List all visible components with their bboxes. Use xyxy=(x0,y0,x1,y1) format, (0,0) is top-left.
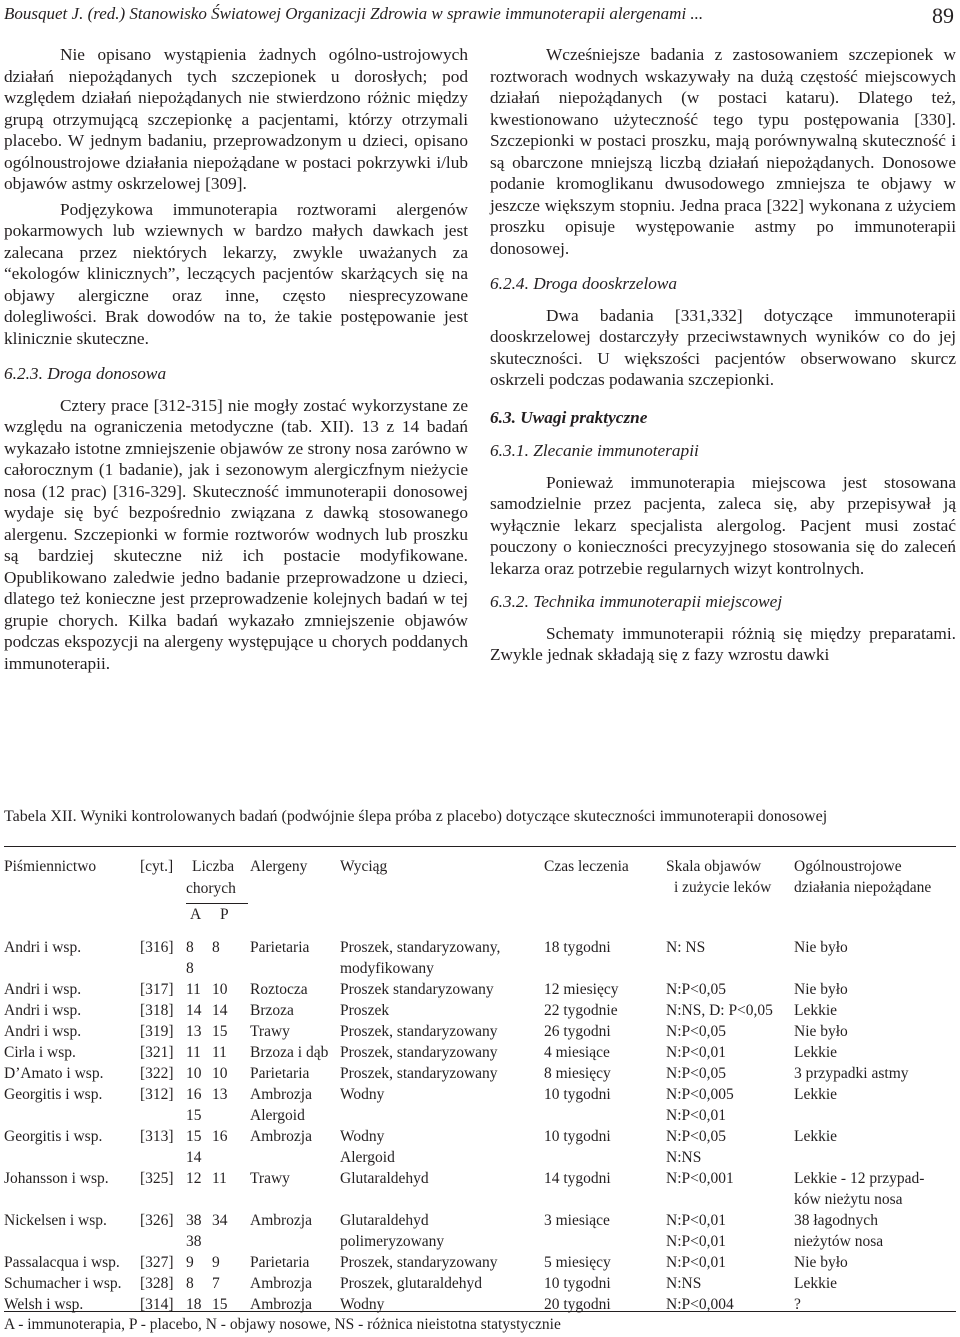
table-cell-extract: Wodny Alergoid xyxy=(340,1128,395,1166)
table-cell-time: 14 tygodni xyxy=(544,1170,611,1187)
table-cell-scale: N:P<0,001 xyxy=(666,1170,734,1187)
table-caption: Tabela XII. Wyniki kontrolowanych badań (podwójnie ślepa próba z placebo) dotyczące skuteczności immunoterapii donosowej xyxy=(4,808,828,825)
table-row xyxy=(4,1042,956,1063)
table-row xyxy=(4,1021,956,1042)
table-row xyxy=(4,979,956,1000)
table-cell-side: Lekkie xyxy=(794,1044,838,1061)
table-footnote: A - immunoterapia, P - placebo, N - objawy nosowe, NS - różnica nieistotna statystycznie xyxy=(4,1316,561,1333)
header-side-effects xyxy=(794,856,956,925)
table-cell-time: 10 tygodni xyxy=(544,1128,611,1145)
section-heading-6-3-1: 6.3.1. Zlecanie immunoterapii xyxy=(490,441,699,460)
table-cell-p: 8 xyxy=(212,939,220,956)
table-cell-time: 10 tygodni xyxy=(544,1275,611,1292)
header-scale-line2: i zużycie leków xyxy=(674,879,772,896)
left-paragraph-1: Nie opisano wystąpienia żadnych ogólno-ustrojowych działań niepożądanych tych szczepionek u dorosłych; pod względem działań niepożądanych nie stwierdzono różnic między grupą otrzymującą szczepionkę a pacjentami, którzy otrzymali placebo. W jednym badaniu, przeprowadzonym u dzieci, opisano ogólnoustrojowe działania niepożądane w postaci pokrzywki i/lub objawów astmy oskrzelowej [309]. xyxy=(4,45,468,193)
header-a: A xyxy=(190,906,202,923)
table-cell-author: Georgitis i wsp. xyxy=(4,1086,103,1103)
table-cell-author: Andri i wsp. xyxy=(4,1002,82,1019)
table-cell-scale: N:P<0,01 xyxy=(666,1254,726,1271)
table-row xyxy=(4,937,956,979)
right-paragraph-3: Ponieważ immunoterapia miejscowa jest stosowana samodzielnie przez pacjenta, zaleca się, aby przepisywał ją wyłącznie lekarz specjalista alergolog. Pacjent musi zostać pouczony o konieczności precyzyjnego stosowania się do zaleceń lekarza oraz potrzebie regularnych wizyt kontrolnych. xyxy=(490,472,956,578)
table-cell-allergen: Ambrozja xyxy=(250,1275,312,1292)
table-cell-a: 11 xyxy=(186,981,201,998)
table-cell-p: 15 xyxy=(212,1023,228,1040)
header-extract: Wyciąg xyxy=(340,858,388,875)
table-cell-side: Lekkie - 12 przypad- ków nieżytu nosa xyxy=(794,1170,925,1208)
header-allergens: Alergeny xyxy=(250,858,308,875)
table-cell-author: Welsh i wsp. xyxy=(4,1296,84,1313)
table-cell-extract: Glutaraldehyd polimeryzowany xyxy=(340,1212,445,1250)
table-row xyxy=(4,1126,956,1168)
table-cell-time: 4 miesiące xyxy=(544,1044,610,1061)
table-cell-cyt: [322] xyxy=(140,1065,174,1082)
table-body xyxy=(4,937,956,1315)
table-cell-p: 11 xyxy=(212,1044,227,1061)
table-cell-a: 8 xyxy=(186,1275,194,1292)
table-cell-a: 8 8 xyxy=(186,939,194,977)
table-cell-scale: N:P<0,01 xyxy=(666,1044,726,1061)
table-cell-time: 10 tygodni xyxy=(544,1086,611,1103)
table-cell-extract: Proszek, standaryzowany xyxy=(340,1044,498,1061)
table-cell-side: ? xyxy=(794,1296,801,1313)
header-side-line1: Ogólnoustrojowe xyxy=(794,858,902,875)
table-cell-cyt: [327] xyxy=(140,1254,174,1271)
table-cell-side: Lekkie xyxy=(794,1002,838,1019)
table-cell-extract: Proszek xyxy=(340,1002,390,1019)
table-cell-allergen: Trawy xyxy=(250,1170,290,1187)
table-cell-allergen: Ambrozja xyxy=(250,1212,312,1229)
table-cell-scale: N:P<0,004 xyxy=(666,1296,734,1313)
header-literature: Piśmiennictwo xyxy=(4,858,97,875)
table-cell-scale: N:P<0,05 xyxy=(666,1065,726,1082)
table-cell-cyt: [313] xyxy=(140,1128,174,1145)
table-row xyxy=(4,1168,956,1210)
table-cell-a: 12 xyxy=(186,1170,202,1187)
table-cell-allergen: Roztocza xyxy=(250,981,308,998)
table-cell-cyt: [318] xyxy=(140,1002,174,1019)
table-cell-allergen: Brzoza xyxy=(250,1002,294,1019)
table-header-row xyxy=(4,856,956,925)
section-heading-6-2-3: 6.2.3. Droga donosowa xyxy=(4,364,167,383)
table-cell-time: 8 miesięcy xyxy=(544,1065,611,1082)
table-cell-extract: Proszek, standaryzowany xyxy=(340,1023,498,1040)
table-cell-scale: N:P<0,05 xyxy=(666,1023,726,1040)
table-cell-allergen: Ambrozja Alergoid xyxy=(250,1086,312,1124)
table-cell-side: Nie było xyxy=(794,1023,848,1040)
table-cell-extract: Proszek, standaryzowany xyxy=(340,1065,498,1082)
table-cell-extract: Proszek standaryzowany xyxy=(340,981,494,998)
table-cell-allergen: Trawy xyxy=(250,1023,290,1040)
table-row xyxy=(4,1273,956,1294)
table-cell-time: 12 miesięcy xyxy=(544,981,619,998)
table-cell-author: Cirla i wsp. xyxy=(4,1044,76,1061)
table-cell-extract: Proszek, standaryzowany xyxy=(340,1254,498,1271)
table-cell-time: 26 tygodni xyxy=(544,1023,611,1040)
table-cell-a: 9 xyxy=(186,1254,194,1271)
running-header xyxy=(4,4,956,28)
table-row xyxy=(4,1210,956,1252)
table-cell-scale: N:P<0,05 N:NS xyxy=(666,1128,726,1166)
table-row xyxy=(4,1252,956,1273)
results-table xyxy=(4,856,956,1315)
table-cell-author: Nickelsen i wsp. xyxy=(4,1212,107,1229)
right-paragraph-2: Dwa badania [331,332] dotyczące immunoterapii dooskrzelowej dostarczyły przeciwstawnych wyników co do jej skuteczności. U większości pacjentów obserwowano skurcz oskrzeli podczas podawania szczepionki. xyxy=(490,305,956,389)
table-cell-allergen: Ambrozja xyxy=(250,1296,312,1313)
table-row xyxy=(4,1084,956,1126)
section-heading-6-3-2: 6.3.2. Technika immunoterapii miejscowej xyxy=(490,592,783,611)
header-duration: Czas leczenia xyxy=(544,858,629,875)
table-cell-time: 3 miesiące xyxy=(544,1212,610,1229)
header-scale xyxy=(666,856,794,925)
table-cell-allergen: Parietaria xyxy=(250,1065,310,1082)
table-cell-scale: N: NS xyxy=(666,939,706,956)
table-cell-cyt: [321] xyxy=(140,1044,174,1061)
left-paragraph-2: Podjęzykowa immunoterapia roztworami alergenów pokarmowych lub wziewnych w bardzo małych dawkach jest zalecana przez niektórych lekarzy, zwykle uważanych za “ekologów klinicznych”, leczących pacjentów skarżących się na objawy alergiczne oraz inne, często niesprecyzowane dolegliwości. Brak dowodów na to, że takie postępowanie jest klinicznie skuteczne. xyxy=(4,199,468,348)
table-cell-a: 38 38 xyxy=(186,1212,202,1250)
table-cell-a: 10 xyxy=(186,1065,202,1082)
table-row xyxy=(4,1063,956,1084)
right-paragraph-4: Schematy immunoterapii różnią się między preparatami. Zwykle jednak składają się z fazy wzrostu dawki xyxy=(490,623,956,664)
table-cell-p: 11 xyxy=(212,1170,227,1187)
table-cell-extract: Proszek, standaryzowany, modyfikowany xyxy=(340,939,501,977)
table-cell-side: Nie było xyxy=(794,1254,848,1271)
table-cell-extract: Wodny xyxy=(340,1086,385,1103)
table-cell-cyt: [314] xyxy=(140,1296,174,1313)
table-cell-a: 15 14 xyxy=(186,1128,202,1166)
table-cell-author: Andri i wsp. xyxy=(4,1023,82,1040)
table-cell-side: Lekkie xyxy=(794,1275,838,1292)
table-cell-author: Passalacqua i wsp. xyxy=(4,1254,120,1271)
table-cell-p: 10 xyxy=(212,981,228,998)
table-cell-side: 3 przypadki astmy xyxy=(794,1065,909,1082)
table-cell-time: 18 tygodni xyxy=(544,939,611,956)
table-cell-p: 9 xyxy=(212,1254,220,1271)
table-cell-extract: Wodny xyxy=(340,1296,385,1313)
right-paragraph-1: Wcześniejsze badania z zastosowaniem szczepionek w roztworach wodnych wskazywały na dużą częstość miejscowych działań niepożądanych (w postaci kataru). Dlatego też, kwestionowano użyteczność tego typu postępowania [330]. Szczepionki w postaci proszku, mają porównywalną skuteczność i są obarczone mniejszą liczbą działań niepożądanych. Donosowe podanie kromoglikanu dwusodowego zmniejsza te objawy w jeszcze większym stopniu. Jedna praca [322] wykonana z użyciem proszku opisuje występowanie astmy po immunoterapii donosowej. xyxy=(490,45,956,258)
page-number: 89 xyxy=(932,3,954,28)
table-cell-author: Andri i wsp. xyxy=(4,939,82,956)
left-column xyxy=(4,44,468,674)
table-cell-allergen: Parietaria xyxy=(250,939,310,956)
table-cell-cyt: [319] xyxy=(140,1023,174,1040)
header-citation: Bousquet J. (red.) Stanowisko Światowej Organizacji Zdrowia w sprawie immunoterapii alergenami ... xyxy=(4,4,704,23)
table-cell-time: 20 tygodni xyxy=(544,1296,611,1313)
table-cell-p: 34 xyxy=(212,1212,228,1229)
table-cell-side: Nie było xyxy=(794,939,848,956)
table-cell-author: Andri i wsp. xyxy=(4,981,82,998)
table-cell-allergen: Brzoza i dąb xyxy=(250,1044,329,1061)
header-count-line1: Liczba xyxy=(192,858,235,875)
table-cell-cyt: [316] xyxy=(140,939,174,956)
table-cell-p: 13 xyxy=(212,1086,228,1103)
header-side-line2: działania niepożądane xyxy=(794,879,932,896)
table-cell-a: 13 xyxy=(186,1023,202,1040)
table-cell-cyt: [328] xyxy=(140,1275,174,1292)
header-ap xyxy=(186,904,250,925)
table-cell-allergen: Ambrozja xyxy=(250,1128,312,1145)
table-cell-scale: N:P<0,005 N:P<0,01 xyxy=(666,1086,734,1124)
table-cell-a: 14 xyxy=(186,1002,202,1019)
header-p: P xyxy=(220,906,229,923)
table-cell-author: Schumacher i wsp. xyxy=(4,1275,122,1292)
left-paragraph-3: Cztery prace [312-315] nie mogły zostać wykorzystane ze względu na ograniczenia metodyczne (tab. XII). 13 z 14 badań wykazało istotne zmniejszenie objawów ze strony nosa zarówno w całorocznym (1 badanie), jak i sezonowym alergiczfnym nieżycie nosa (12 prac) [316-329]. Skuteczność immunoterapii donosowej wydaje się być bezpośrednio związana z dawką stosowanego alergenu. Szczepionki w formie roztworów wodnych lub proszku są bardziej skuteczne niż ich postacie modyfikowane. Opublikowano zaledwie jedno badanie przeprowadzone u dzieci, dlatego też konieczne jest przeprowadzenie kolejnych badań w tej grupie chorych. Kilka badań wykazało zmniejszenie objawów podczas ekspozycji na alergeny występujące u chorych poddanych immunoterapii. xyxy=(4,395,468,673)
header-count-line2: chorych xyxy=(186,880,236,897)
table-cell-a: 18 xyxy=(186,1296,202,1313)
table-cell-p: 7 xyxy=(212,1275,220,1292)
table-cell-allergen: Parietaria xyxy=(250,1254,310,1271)
table-cell-p: 14 xyxy=(212,1002,228,1019)
table-cell-p: 16 xyxy=(212,1128,228,1145)
section-heading-6-3: 6.3. Uwagi praktyczne xyxy=(490,407,648,427)
table-row xyxy=(4,1000,956,1021)
right-column xyxy=(490,44,956,666)
table-cell-author: Johansson i wsp. xyxy=(4,1170,109,1187)
header-patient-count xyxy=(186,856,250,925)
table-cell-cyt: [326] xyxy=(140,1212,174,1229)
table-cell-extract: Glutaraldehyd xyxy=(340,1170,429,1187)
table-cell-side: 38 łagodnych nieżytów nosa xyxy=(794,1212,884,1250)
table-cell-side: Lekkie xyxy=(794,1086,838,1103)
header-citation: [cyt.] xyxy=(140,858,174,875)
table-cell-side: Nie było xyxy=(794,981,848,998)
table-cell-a: 16 15 xyxy=(186,1086,202,1124)
table-cell-scale: N:NS, D: P<0,05 xyxy=(666,1002,773,1019)
table-cell-p: 10 xyxy=(212,1065,228,1082)
table-cell-p: 15 xyxy=(212,1296,228,1313)
table-cell-cyt: [317] xyxy=(140,981,174,998)
header-scale-line1: Skala objawów xyxy=(666,858,762,875)
table-cell-scale: N:NS xyxy=(666,1275,702,1292)
table-cell-extract: Proszek, glutaraldehyd xyxy=(340,1275,483,1292)
table-cell-cyt: [325] xyxy=(140,1170,174,1187)
section-heading-6-2-4: 6.2.4. Droga dooskrzelowa xyxy=(490,274,678,293)
table-cell-scale: N:P<0,01 N:P<0,01 xyxy=(666,1212,726,1250)
table-cell-a: 11 xyxy=(186,1044,201,1061)
table-cell-time: 22 tygodnie xyxy=(544,1002,618,1019)
table-cell-scale: N:P<0,05 xyxy=(666,981,726,998)
table-cell-cyt: [312] xyxy=(140,1086,174,1103)
table-bottom-rule xyxy=(4,1311,956,1312)
table-cell-time: 5 miesięcy xyxy=(544,1254,611,1271)
table-cell-author: Georgitis i wsp. xyxy=(4,1128,103,1145)
table-top-rule xyxy=(4,846,956,847)
table-cell-author: D’Amato i wsp. xyxy=(4,1065,104,1082)
table-cell-side: Lekkie xyxy=(794,1128,838,1145)
